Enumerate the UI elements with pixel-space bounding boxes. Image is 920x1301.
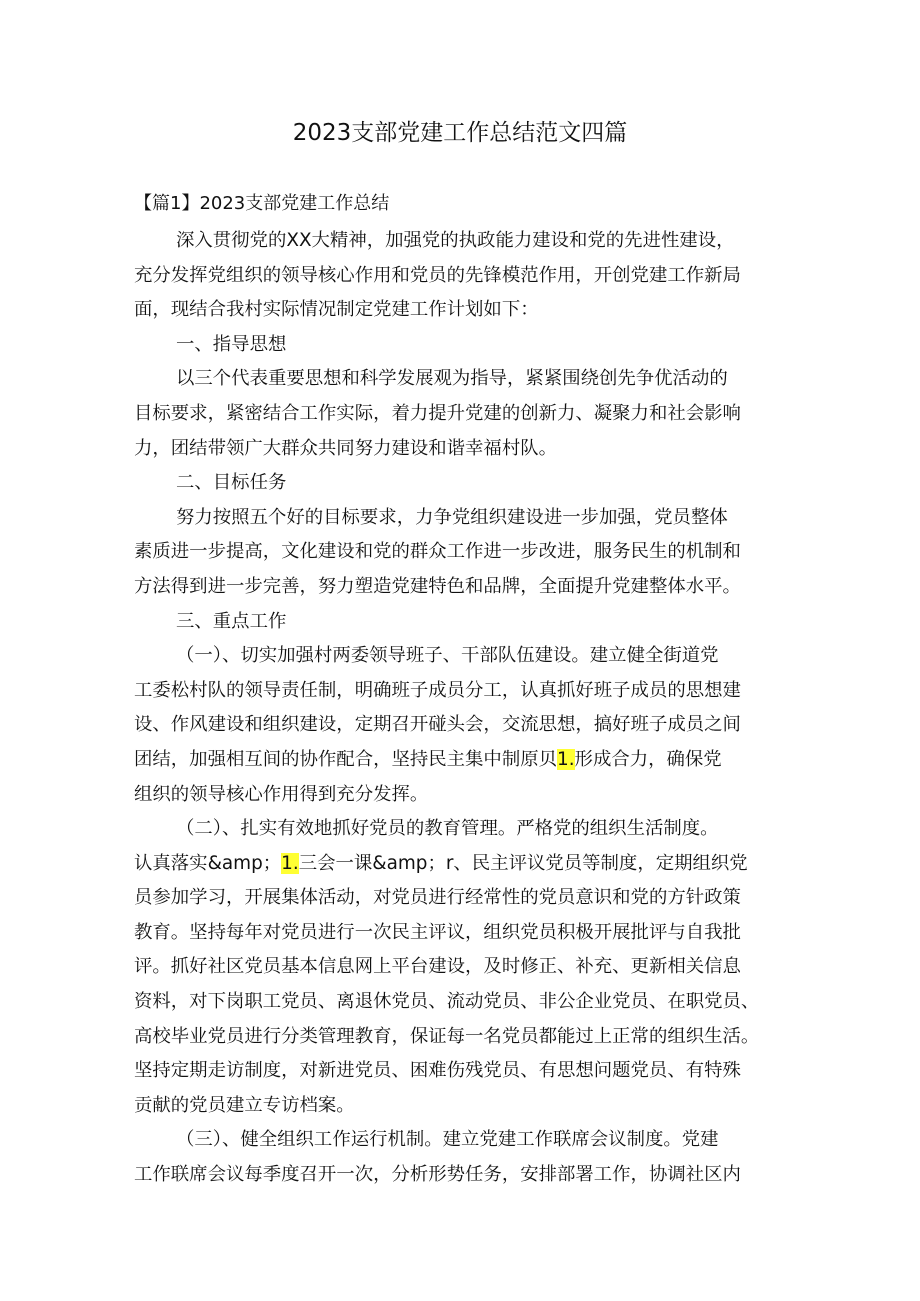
text-line: 深入贯彻党的XX大精神，加强党的执政能力建设和党的先进性建设， [176,230,735,251]
text-line [134,743,794,778]
line-text: 认真落实&amp； [134,852,282,874]
text-line: 一、指导思想 [176,333,287,355]
text-line: 三、重点工作 [176,610,287,632]
line-text: 团结，加强相互间的协作配合，坚持民主集中制原贝 [134,748,557,770]
section-heading: 【篇1】2023支部党建工作总结 [134,193,390,214]
text-line [134,847,794,882]
document-body [134,224,794,1193]
text-line: 力，团结带领广大群众共同努力建设和谐幸福村队。 [134,437,557,459]
text-line: （二）、扎实有效地抓好党员的教育管理。严格党的组织生活制度。 [176,818,719,840]
text-line: 以三个代表重要思想和科学发展观为指导，紧紧围绕创先争优活动的 [176,368,728,390]
line-text: 三会一课&amp；r、民主评议党员等制度，定期组织党 [298,852,748,874]
text-line: 资料，对下岗职工党员、离退休党员、流动党员、非公企业党员、在职党员、 [134,991,760,1013]
text-line: 二、目标任务 [176,472,287,494]
text-line: 坚持定期走访制度，对新进党员、困难伤残党员、有思想问题党员、有特殊 [134,1060,741,1082]
text-line: 组织的领导核心作用得到充分发挥。 [134,783,429,805]
document-title: 2023支部党建工作总结范文四篇 [292,120,628,146]
text-line: 设、作风建设和组织建设，定期召开碰头会，交流思想，搞好班子成员之间 [134,714,741,736]
text-line: （三）、健全组织工作运行机制。建立党建工作联席会议制度。党建 [176,1129,719,1151]
line-text: 形成合力，确保党 [574,748,722,770]
text-line: 贡献的党员建立专访档案。 [134,1094,355,1116]
text-line: 方法得到进一步完善，努力塑造党建特色和品牌，全面提升党建整体水平。 [134,575,741,597]
text-line: 教育。坚持每年对党员进行一次民主评议，组织党员积极开展批评与自我批 [134,921,741,943]
text-line: 工作联席会议每季度召开一次，分析形势任务，安排部署工作，协调社区内 [134,1164,741,1186]
highlighted-text: 1. [557,748,575,770]
text-line: 评。抓好社区党员基本信息网上平台建设，及时修正、补充、更新相关信息 [134,956,741,978]
highlighted-text: 1. [281,852,299,874]
text-line: 目标要求，紧密结合工作实际，着力提升党建的创新力、凝聚力和社会影响 [134,402,741,424]
text-line: 素质进一步提高，文化建设和党的群众工作进一步改进，服务民生的机制和 [134,541,741,563]
text-line: （一）、切实加强村两委领导班子、干部队伍建设。建立健全街道党 [176,645,719,667]
text-line: 员参加学习，开展集体活动，对党员进行经常性的党员意识和党的方针政策 [134,887,741,909]
text-line: 努力按照五个好的目标要求，力争党组织建设进一步加强，党员整体 [176,506,728,528]
text-line: 高校毕业党员进行分类管理教育，保证每一名党员都能过上正常的组织生活。 [134,1025,760,1047]
text-line: 充分发挥党组织的领导核心作用和党员的先锋模范作用，开创党建工作新局 [134,264,741,286]
text-line: 面，现结合我村实际情况制定党建工作计划如下： [134,299,539,321]
text-line: 工委松村队的领导责任制，明确班子成员分工，认真抓好班子成员的思想建 [134,679,741,701]
